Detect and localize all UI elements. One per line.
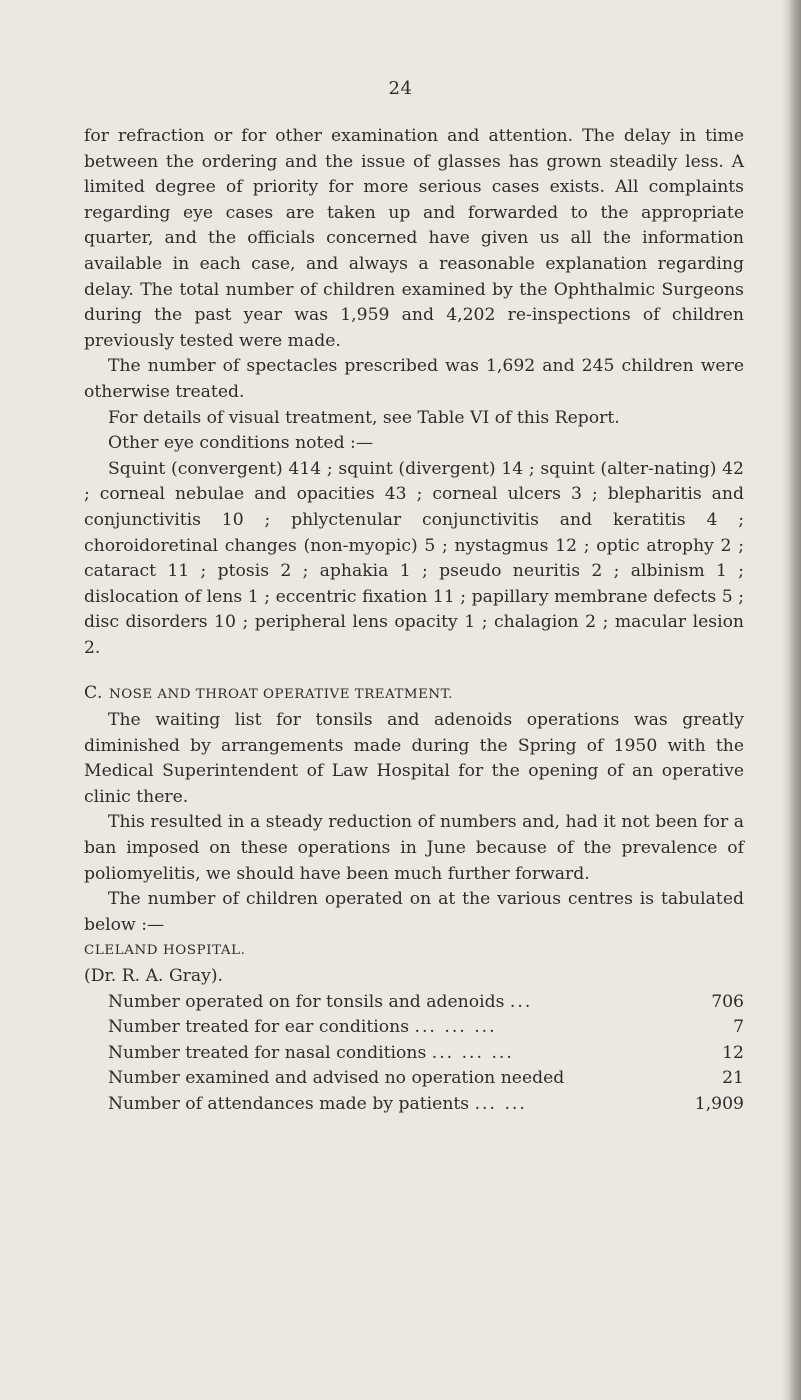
page-body	[84, 124, 744, 1118]
stat-label-text: Number treated for nasal conditions	[108, 1042, 427, 1063]
hospital-name: CLELAND HOSPITAL.	[84, 943, 246, 959]
table-row	[84, 1066, 744, 1092]
stat-label-text: Number of attendances made by patients	[108, 1093, 470, 1114]
paragraph-steady-reduction: This resulted in a steady reduction of numbers and, had it not been for a ban imposed on these operations in June because of the prevalence of poliomyelitis, we should have been much further forward.	[84, 812, 744, 884]
stat-label	[108, 1092, 527, 1118]
table-row	[84, 990, 744, 1016]
stat-label-text: Number examined and advised no operation needed	[108, 1068, 565, 1089]
paragraph-other-eye-conditions: Other eye conditions noted :—	[108, 433, 374, 454]
stat-value: 7	[733, 1017, 744, 1038]
page-edge-shadow	[781, 0, 801, 1400]
paragraph-waiting-list: The waiting list for tonsils and adenoids operations was greatly diminished by arrangements made during the Spring of 1950 with the Medical Superintendent of Law Hospital for the opening of an operative clinic there.	[84, 710, 744, 807]
table-row	[84, 1041, 744, 1067]
leader-dots: ... ... ...	[414, 1017, 497, 1038]
stat-value: 1,909	[694, 1093, 744, 1114]
stat-label	[108, 1066, 564, 1092]
table-row	[84, 1092, 744, 1118]
stat-value: 706	[711, 991, 744, 1012]
paragraph-squint-list: Squint (convergent) 414 ; squint (divergent) 14 ; squint (alter-nating) 42 ; corneal nebulae and opacities 43 ; corneal ulcers 3 ; blepharitis and conjunctivitis 10 ; phlyctenular conjunctivitis and keratitis 4 ; choroidoretinal changes (non-myopic) 5 ; nystagmus 12 ; optic atrophy 2 ; cataract 11 ; ptosis 2 ; aphakia 1 ; pseudo neuritis 2 ; albinism 1 ; dislocation of lens 1 ; eccentric fixation 11 ; papillary membrane defects 5 ; disc disorders 10 ; peripheral lens opacity 1 ; chalagion 2 ; macular lesion 2.	[84, 458, 744, 658]
hospital-doctor: (Dr. R. A. Gray).	[84, 966, 224, 986]
paragraph-spectacles: The number of spectacles prescribed was 1,692 and 245 children were otherwise treated.	[84, 356, 744, 402]
stat-value: 12	[722, 1042, 744, 1063]
paragraph-tabulated-below: The number of children operated on at the various centres is tabulated below :—	[84, 889, 744, 935]
paragraph-visual-treatment: For details of visual treatment, see Table VI of this Report.	[108, 407, 620, 428]
table-row	[84, 1015, 744, 1041]
section-label: C.	[84, 683, 104, 704]
stat-label-text: Number treated for ear conditions	[108, 1017, 410, 1038]
stat-label	[108, 990, 532, 1016]
page-number: 24	[388, 78, 413, 99]
stat-value: 21	[722, 1068, 744, 1089]
leader-dots: ... ...	[474, 1093, 527, 1114]
stat-label	[108, 1015, 497, 1041]
stat-label-text: Number operated on for tonsils and adenoids	[108, 991, 505, 1012]
section-title: NOSE AND THROAT OPERATIVE TREATMENT.	[108, 687, 453, 703]
section-heading	[84, 681, 744, 708]
paragraph-refraction: for refraction or for other examination and attention. The delay in time between the ordering and the issue of glasses has grown steadily less. A limited degree of priority for more serious cases exists. All complaints regarding eye cases are taken up and forwarded to the appropriate quarter, and the officials concerned have given us all the information available in each case, and always a reasonable explanation regarding delay. The total number of children examined by the Ophthalmic Surgeons during the past year was 1,959 and 4,202 re-inspections of children previously tested were made.	[84, 126, 744, 351]
leader-dots: ...	[509, 991, 533, 1012]
stat-label	[108, 1041, 514, 1067]
hospital-stats-table	[84, 990, 744, 1118]
leader-dots: ... ... ...	[431, 1042, 514, 1063]
